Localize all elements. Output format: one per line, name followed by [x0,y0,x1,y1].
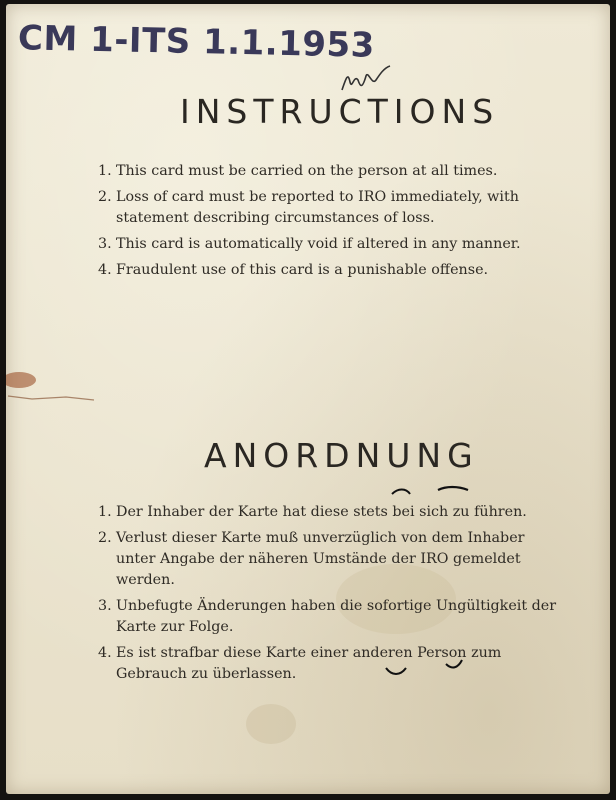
instructions-list [98,161,568,286]
anordnung-heading: ANORDNUNG [204,436,479,475]
item-number: 3. [98,236,112,252]
instruction-item [98,234,568,255]
anordnung-list [98,502,568,690]
item-number: 1. [98,163,112,179]
item-text: Verlust dieser Karte muß unverzüglich von dem Inhaber unter Angabe der näheren Umstände der IRO gemeldet werden. [116,530,525,588]
anordnung-item [98,643,568,685]
id-card-back [6,4,610,794]
item-number: 4. [98,645,112,661]
item-number: 1. [98,504,112,520]
item-number: 4. [98,262,112,278]
item-text: This card must be carried on the person at all times. [116,163,498,179]
item-text: Fraudulent use of this card is a punishable offense. [116,262,489,278]
item-number: 2. [98,530,112,546]
instruction-item [98,187,568,229]
item-text: Der Inhaber der Karte hat diese stets bei sich zu führen. [116,504,527,520]
anordnung-item [98,528,568,591]
instruction-item [98,161,568,182]
item-text: This card is automatically void if altered in any manner. [116,236,521,252]
anordnung-item [98,596,568,638]
item-number: 2. [98,189,112,205]
anordnung-item [98,502,568,523]
stamp-text: CM 1-ITS 1.1.1953 [17,18,376,66]
paper-stain [246,704,296,744]
item-text: Es ist strafbar diese Karte einer anderen Person zum Gebrauch zu überlassen. [116,645,502,682]
instructions-heading: INSTRUCTIONS [180,92,500,131]
item-text: Loss of card must be reported to IRO immediately, with statement describing circumstances of loss. [116,189,519,226]
item-number: 3. [98,598,112,614]
instruction-item [98,260,568,281]
item-text: Unbefugte Änderungen haben die sofortige Ungültigkeit der Karte zur Folge. [116,598,557,635]
rust-stain [6,372,36,388]
